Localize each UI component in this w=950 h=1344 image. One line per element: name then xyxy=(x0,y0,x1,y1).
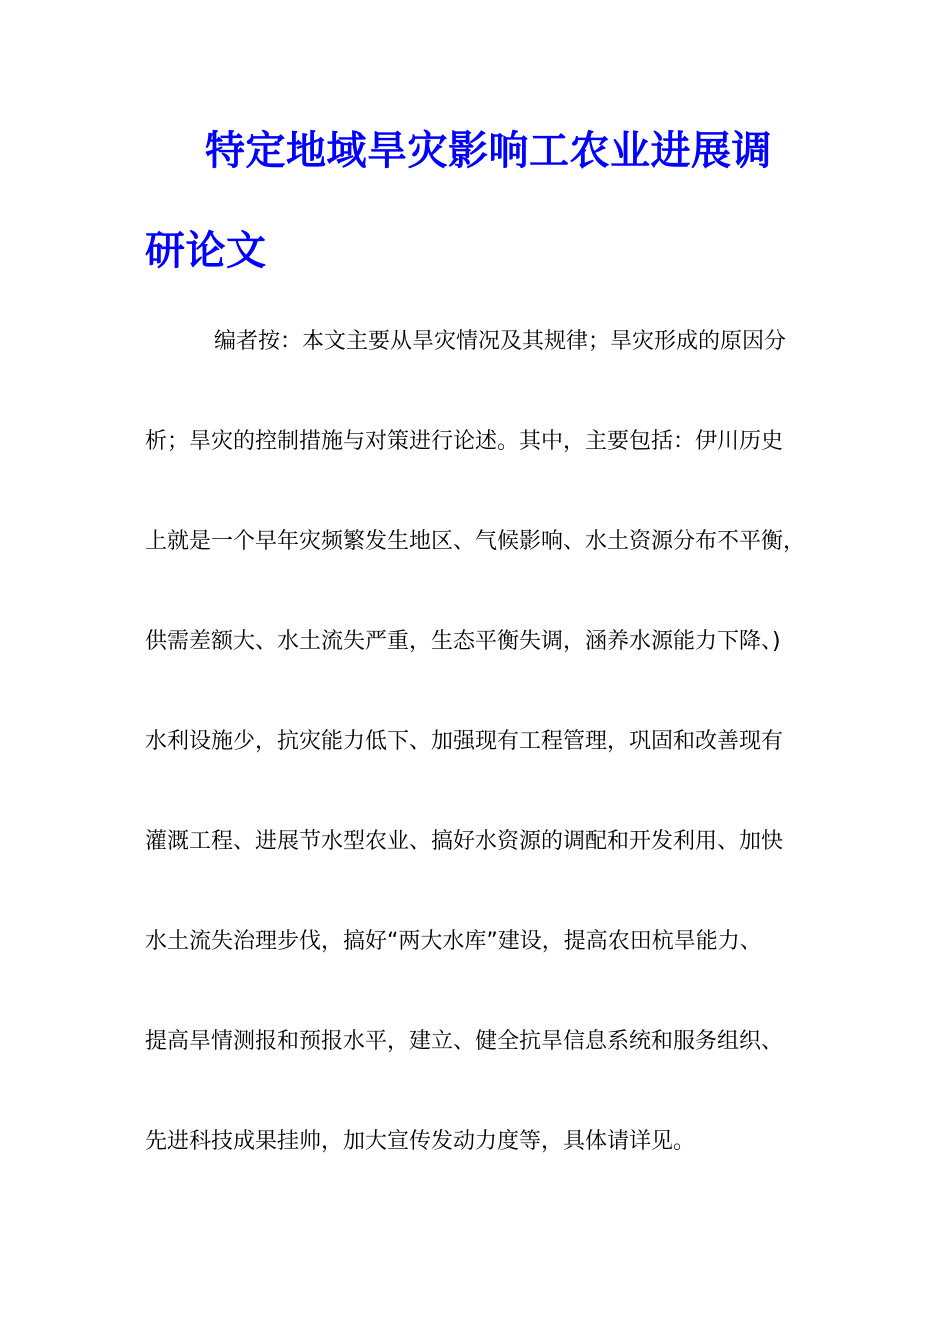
body-line-6: 灌溉工程、进展节水型农业、搞好水资源的调配和开发利用、加快 xyxy=(145,829,784,854)
title-line-2: 研论文 xyxy=(145,227,267,274)
body-line-5: 水利设施少，抗灾能力低下、加强现有工程管理，巩固和改善现有 xyxy=(145,729,784,754)
title-line-1: 特定地域旱灾影响工农业进展调 xyxy=(205,127,772,174)
body-line-1: 编者按：本文主要从旱灾情况及其规律；旱灾形成的原因分 xyxy=(214,329,787,354)
body-line-8: 提高旱情测报和预报水平，建立、健全抗旱信息系统和服务组织、 xyxy=(145,1029,784,1054)
body-line-3: 上就是一个早年灾频繁发生地区、气候影响、水土资源分布不平衡， xyxy=(145,529,806,554)
body-line-7: 水土流失治理步伐，搞好“两大水库”建设，提高农田杭旱能力、 xyxy=(145,929,762,954)
body-line-9: 先进科技成果挂帅，加大宣传发动力度等，具体请详见。 xyxy=(145,1129,696,1154)
body-line-2: 析；旱灾的控制措施与对策进行论述。其中，主要包括：伊川历史 xyxy=(145,429,784,454)
body-line-4: 供需差额大、水土流失严重，生态平衡失调，涵养水源能力下降、) xyxy=(145,629,781,654)
